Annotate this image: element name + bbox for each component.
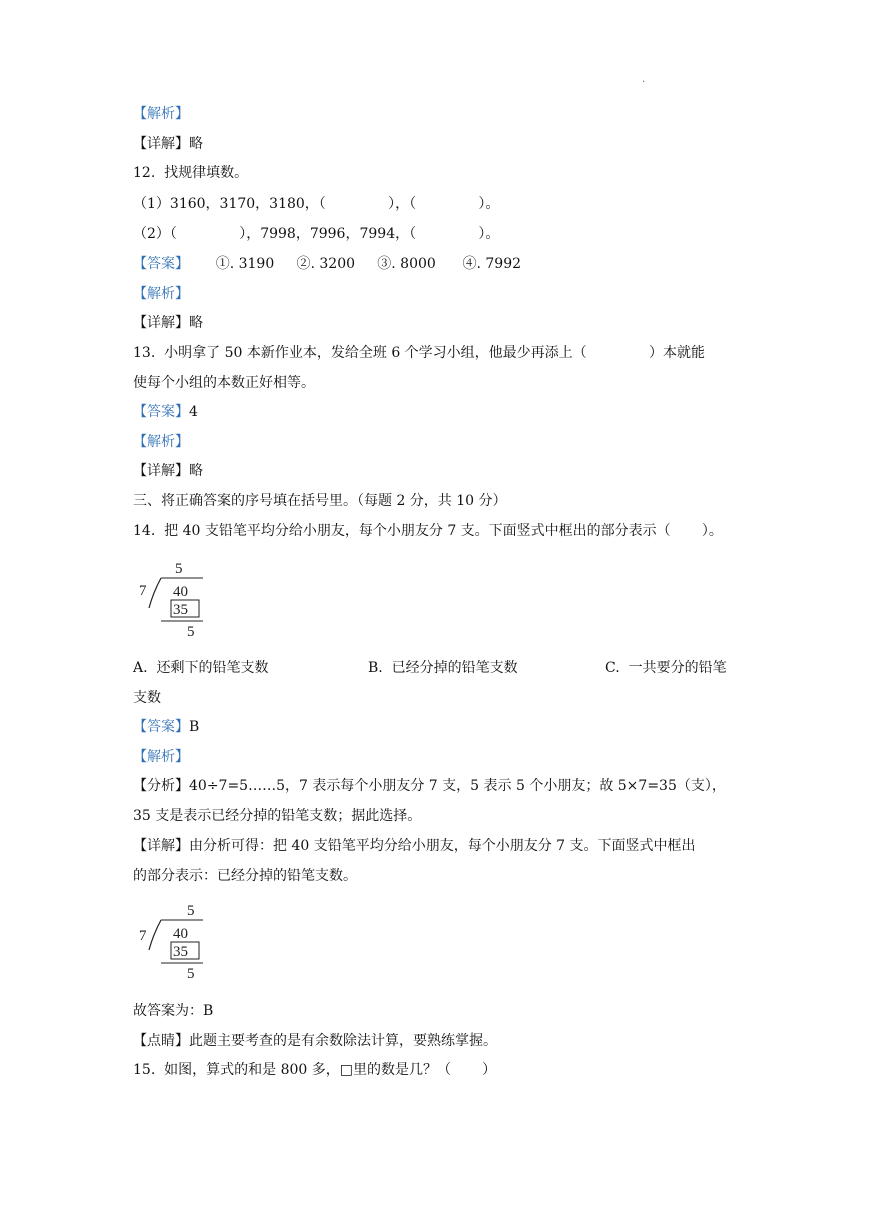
option-a: A. 还剩下的铅笔支数 — [133, 660, 269, 676]
question-13-detail: 【详解】略 — [133, 463, 203, 479]
question-14-answer — [133, 717, 199, 737]
question-13-analysis: 【解析】 — [133, 434, 189, 450]
question-14-fenxi-1: 【分析】40÷7=5……5，7 表示每个小朋友分 7 支，5 表示 5 个小朋友；故 5×7=35（支）， — [133, 778, 726, 794]
question-14-fenxi-2: 35 支是表示已经分掉的铅笔支数；据此选择。 — [133, 808, 422, 824]
question-13-line-2: 使每个小组的本数正好相等。 — [133, 375, 315, 391]
option-b: B. 已经分掉的铅笔支数 — [368, 660, 518, 676]
question-12-title: 12. 找规律填数。 — [133, 165, 249, 181]
answer-value: 4 — [189, 404, 198, 420]
question-12-detail: 【详解】略 — [133, 315, 203, 331]
analysis-label: 【解析】 — [133, 106, 189, 122]
question-14-title: 14. 把 40 支铅笔平均分给小朋友，每个小朋友分 7 支。下面竖式中框出的部分表示（ ）。 — [133, 523, 723, 539]
division-product: 35 — [173, 944, 188, 960]
question-15-title: 15. 如图，算式的和是 800 多，□里的数是几？（ ） — [133, 1062, 497, 1078]
answer-value: B — [189, 719, 200, 735]
division-dividend: 40 — [173, 584, 188, 600]
question-14-detail-2: 的部分表示：已经分掉的铅笔支数。 — [133, 868, 357, 884]
question-12-analysis: 【解析】 — [133, 286, 189, 302]
question-13-line-1: 13. 小明拿了 50 本新作业本，发给全班 6 个学习小组，他最少再添上（ ）本就能 — [133, 345, 705, 361]
detail-text: 【详解】略 — [133, 136, 203, 152]
question-13-answer — [133, 402, 198, 422]
division-remainder: 5 — [187, 966, 195, 982]
option-c-continued: 支数 — [133, 690, 161, 706]
division-dividend: 40 — [173, 926, 188, 942]
division-product: 35 — [173, 602, 188, 618]
division-divisor: 7 — [139, 583, 147, 599]
question-14-analysis: 【解析】 — [133, 749, 189, 765]
division-divisor: 7 — [139, 928, 147, 944]
option-c: C. 一共要分的铅笔 — [605, 660, 727, 676]
long-division-figure-2 — [133, 900, 223, 980]
question-12-part-1: （1）3160，3170，3180，（ ），（ ）。 — [133, 196, 500, 212]
answer-values: ①. 3190 ②. 3200 ③. 8000 ④. 7992 — [189, 256, 522, 272]
question-14-dianjing: 【点睛】此题主要考查的是有余数除法计算，要熟练掌握。 — [133, 1033, 497, 1049]
question-14-detail-1: 【详解】由分析可得：把 40 支铅笔平均分给小朋友，每个小朋友分 7 支。下面竖式中框出 — [133, 838, 696, 854]
answer-label: 【答案】 — [133, 256, 189, 272]
header-mark: . — [642, 74, 646, 85]
division-quotient: 5 — [175, 561, 183, 577]
answer-label: 【答案】 — [133, 404, 189, 420]
question-14-final-answer: 故答案为：B — [133, 1003, 214, 1019]
answer-label: 【答案】 — [133, 719, 189, 735]
division-quotient: 5 — [187, 903, 195, 919]
long-division-figure-1 — [133, 558, 223, 638]
question-12-answer — [133, 254, 521, 274]
section-3-heading: 三、将正确答案的序号填在括号里。（每题 2 分，共 10 分） — [133, 493, 507, 509]
division-remainder: 5 — [187, 624, 195, 640]
question-12-part-2: （2）（ ），7998，7996，7994，（ ）。 — [133, 226, 500, 242]
